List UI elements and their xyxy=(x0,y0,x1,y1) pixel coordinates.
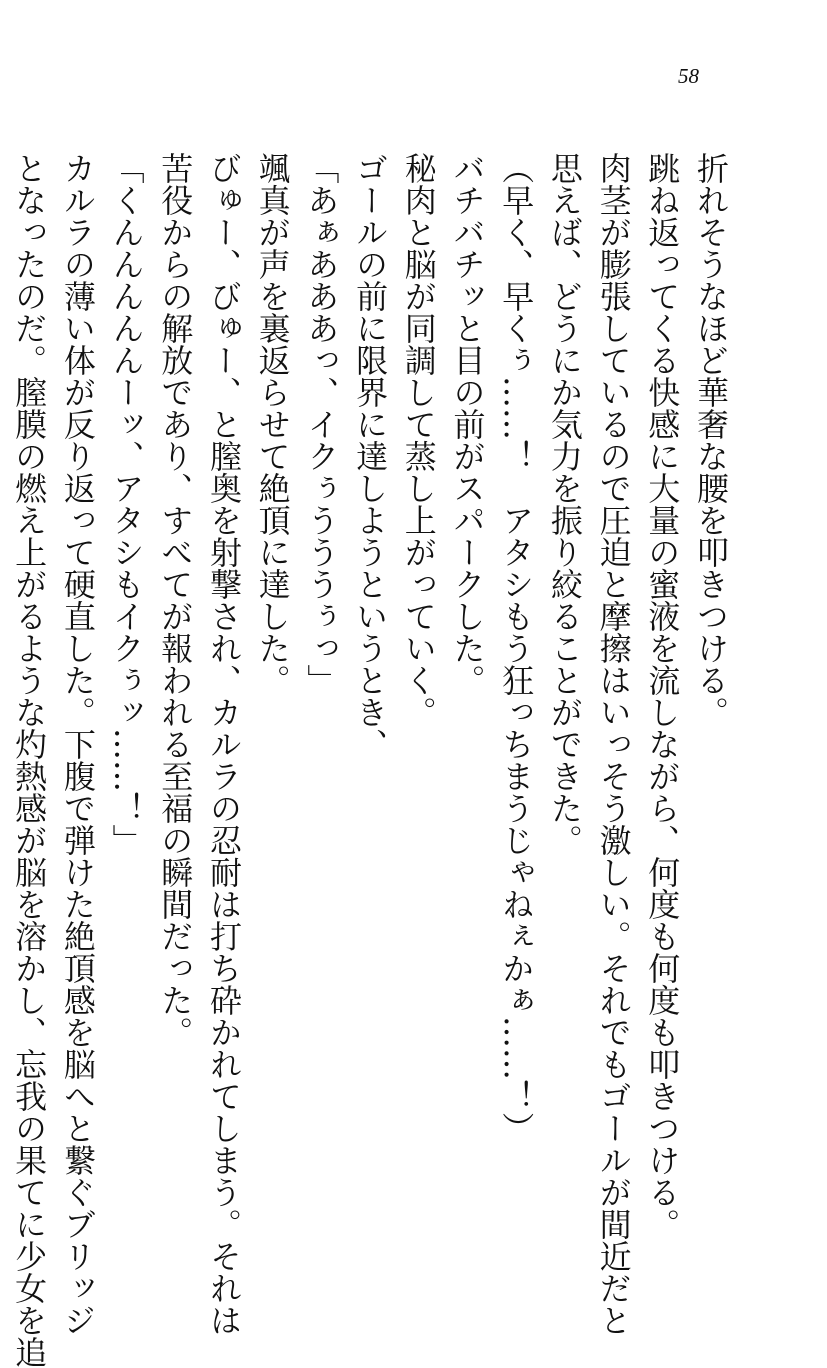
text-line: 苦役からの解放であり、すべてが報われる至福の瞬間だった。 xyxy=(156,152,195,1048)
text-line: ゴールの前に限界に達しようというとき、 xyxy=(351,152,390,760)
text-line: （早く、早くぅ……！ アタシもう狂っちまうじゃねぇかぁ……！） xyxy=(497,152,536,1144)
text-line: 思えば、どうにか気力を振り絞ることができた。 xyxy=(545,152,584,856)
text-line: 折れそうなほど華奢な腰を叩きつける。 xyxy=(692,152,730,728)
body-text xyxy=(0,152,735,1368)
text-line: 颯真が声を裏返らせて絶頂に達した。 xyxy=(253,152,292,696)
text-line: 跳ね返ってくる快感に大量の蜜液を流しながら、何度も何度も叩きつける。 xyxy=(643,152,682,1240)
text-line: 「くんんんんんーッ、アタシもイクぅッ……！」 xyxy=(107,152,146,856)
text-line: 「あぁあああっ、イクぅうううぅっ」 xyxy=(302,152,341,696)
text-line: カルラの薄い体が反り返って硬直した。下腹で弾けた絶頂感を脳へと繋ぐブリッジ xyxy=(58,152,97,1336)
text-line: 肉茎が膨張しているので圧迫と摩擦はいっそう激しい。それでもゴールが間近だと xyxy=(594,152,633,1336)
text-line: 秘肉と脳が同調して蒸し上がっていく。 xyxy=(399,152,438,728)
page-number: 58 xyxy=(678,64,699,88)
text-line: びゅー、びゅー、と膣奥を射撃され、カルラの忍耐は打ち砕かれてしまう。それは xyxy=(204,152,243,1336)
text-line: となったのだ。膣膜の燃え上がるような灼熱感が脳を溶かし、忘我の果てに少女を追 xyxy=(10,152,49,1368)
text-line: バチバチッと目の前がスパークした。 xyxy=(448,152,487,696)
